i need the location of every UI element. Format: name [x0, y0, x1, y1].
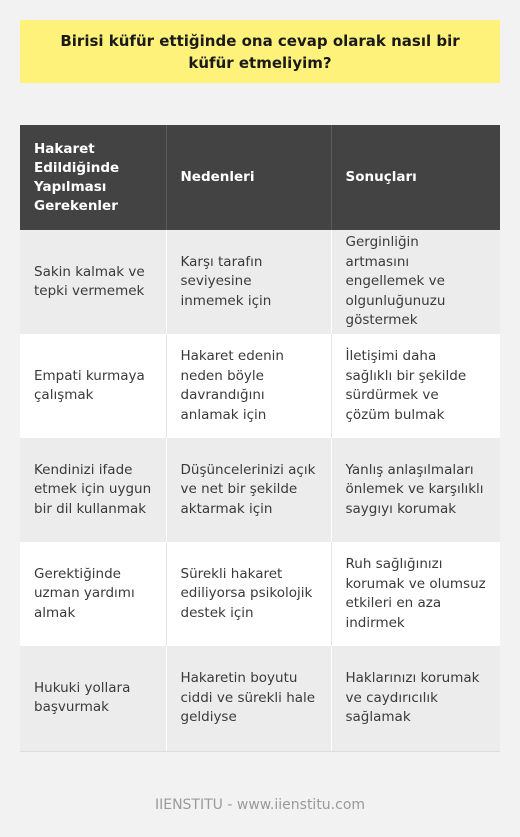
table-row: [20, 334, 500, 438]
column-header-reasons: Nedenleri: [166, 125, 331, 230]
column-header-results: Sonuçları: [331, 125, 500, 230]
table-cell-result: Haklarınızı korumak ve caydırıcılık sağlamak: [331, 646, 500, 751]
table-cell-action: Hukuki yollara başvurmak: [20, 646, 166, 751]
title-banner: [20, 20, 500, 83]
table-cell-action: Sakin kalmak ve tepki vermemek: [20, 230, 166, 334]
page-title: Birisi küfür ettiğinde ona cevap olarak nasıl bir küfür etmeliyim?: [60, 31, 460, 72]
table-cell-action: Gerektiğinde uzman yardımı almak: [20, 542, 166, 646]
table-cell-result: Ruh sağlığınızı korumak ve olumsuz etkileri en aza indirmek: [331, 542, 500, 646]
table-cell-action: Empati kurmaya çalışmak: [20, 334, 166, 438]
table-cell-reason: Karşı tarafın seviyesine inmemek için: [166, 230, 331, 334]
table-row: [20, 438, 500, 542]
info-table: [20, 125, 500, 752]
table-cell-result: İletişimi daha sağlıklı bir şekilde sürdürmek ve çözüm bulmak: [331, 334, 500, 438]
table-cell-reason: Hakaretin boyutu ciddi ve sürekli hale geldiyse: [166, 646, 331, 751]
table-cell-result: Gerginliğin artmasını engellemek ve olgunluğunuzu göstermek: [331, 230, 500, 334]
column-header-actions: Hakaret Edildiğinde Yapılması Gerekenler: [20, 125, 166, 230]
table-cell-result: Yanlış anlaşılmaları önlemek ve karşılıklı saygıyı korumak: [331, 438, 500, 542]
table-cell-reason: Hakaret edenin neden böyle davrandığını anlamak için: [166, 334, 331, 438]
table-cell-action: Kendinizi ifade etmek için uygun bir dil kullanmak: [20, 438, 166, 542]
table-header-row: [20, 125, 500, 230]
table-row: [20, 230, 500, 334]
table-cell-reason: Sürekli hakaret ediliyorsa psikolojik destek için: [166, 542, 331, 646]
table-row: [20, 646, 500, 751]
table-cell-reason: Düşüncelerinizi açık ve net bir şekilde aktarmak için: [166, 438, 331, 542]
table-row: [20, 542, 500, 646]
footer-credit: IIENSTITU - www.iienstitu.com: [154, 797, 366, 813]
